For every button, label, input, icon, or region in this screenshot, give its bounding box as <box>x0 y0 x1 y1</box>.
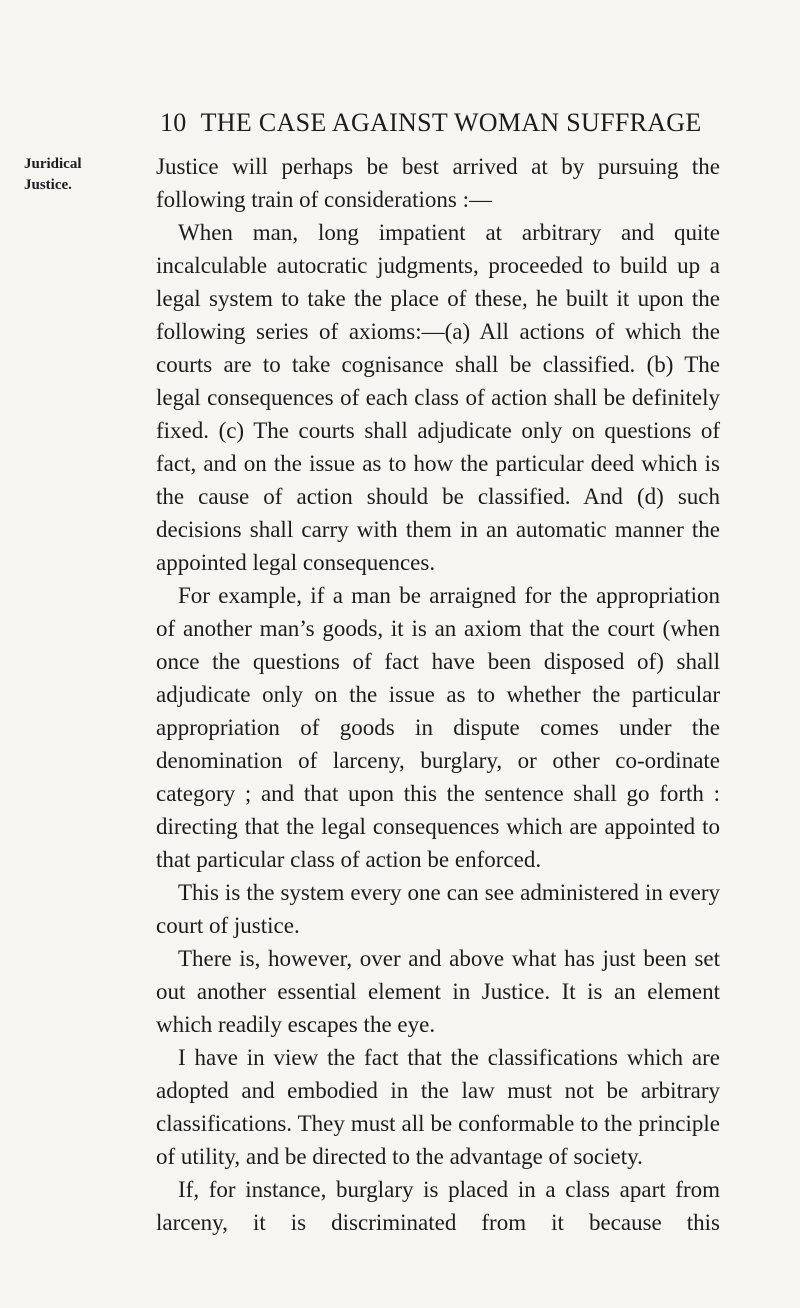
running-title: THE CASE AGAINST WOMAN SUFFRAGE <box>200 108 702 137</box>
body-text <box>156 150 720 1239</box>
page-number: 10 <box>160 108 187 137</box>
marginal-note <box>24 154 144 196</box>
paragraph-4: This is the system every one can see administered in every court of justice. <box>156 880 720 938</box>
running-header <box>160 108 720 138</box>
marginal-note-line-2: Justice. <box>24 177 72 193</box>
marginal-note-line-1: Juridical <box>24 156 82 172</box>
paragraph-7: If, for instance, burglary is placed in a class apart from larceny, it is discriminated from it because this <box>156 1177 720 1235</box>
paragraph-1: Justice will perhaps be best arrived at by pursuing the following train of considerations :— <box>156 154 720 212</box>
paragraph-5: There is, however, over and above what has just been set out another essential element in Justice. It is an element which readily escapes the eye. <box>156 946 720 1037</box>
paragraph-6: I have in view the fact that the classifications which are adopted and embodied in the law must not be arbitrary classifications. They must all be conformable to the principle of utility, and be directed to the advantage of society. <box>156 1045 720 1169</box>
paragraph-2: When man, long impatient at arbitrary and quite incalculable autocratic judgments, proceeded to build up a legal system to take the place of these, he built it upon the following series of axioms:—(a) All actions of which the courts are to take cognisance shall be classified. (b) The legal consequences of each class of action shall be definitely fixed. (c) The courts shall adjudicate only on questions of fact, and on the issue as to how the particular deed which is the cause of action should be classified. And (d) such decisions shall carry with them in an automatic manner the appointed legal consequences. <box>156 220 720 575</box>
paragraph-3: For example, if a man be arraigned for the appropriation of another man’s goods, it is an axiom that the court (when once the questions of fact have been disposed of) shall adjudicate only on the issue as to whether the particular appropriation of goods in dispute comes under the denomination of larceny, burglary, or other co-ordinate category ; and that upon this the sentence shall go forth : directing that the legal consequences which are appointed to that particular class of action be enforced. <box>156 583 720 872</box>
